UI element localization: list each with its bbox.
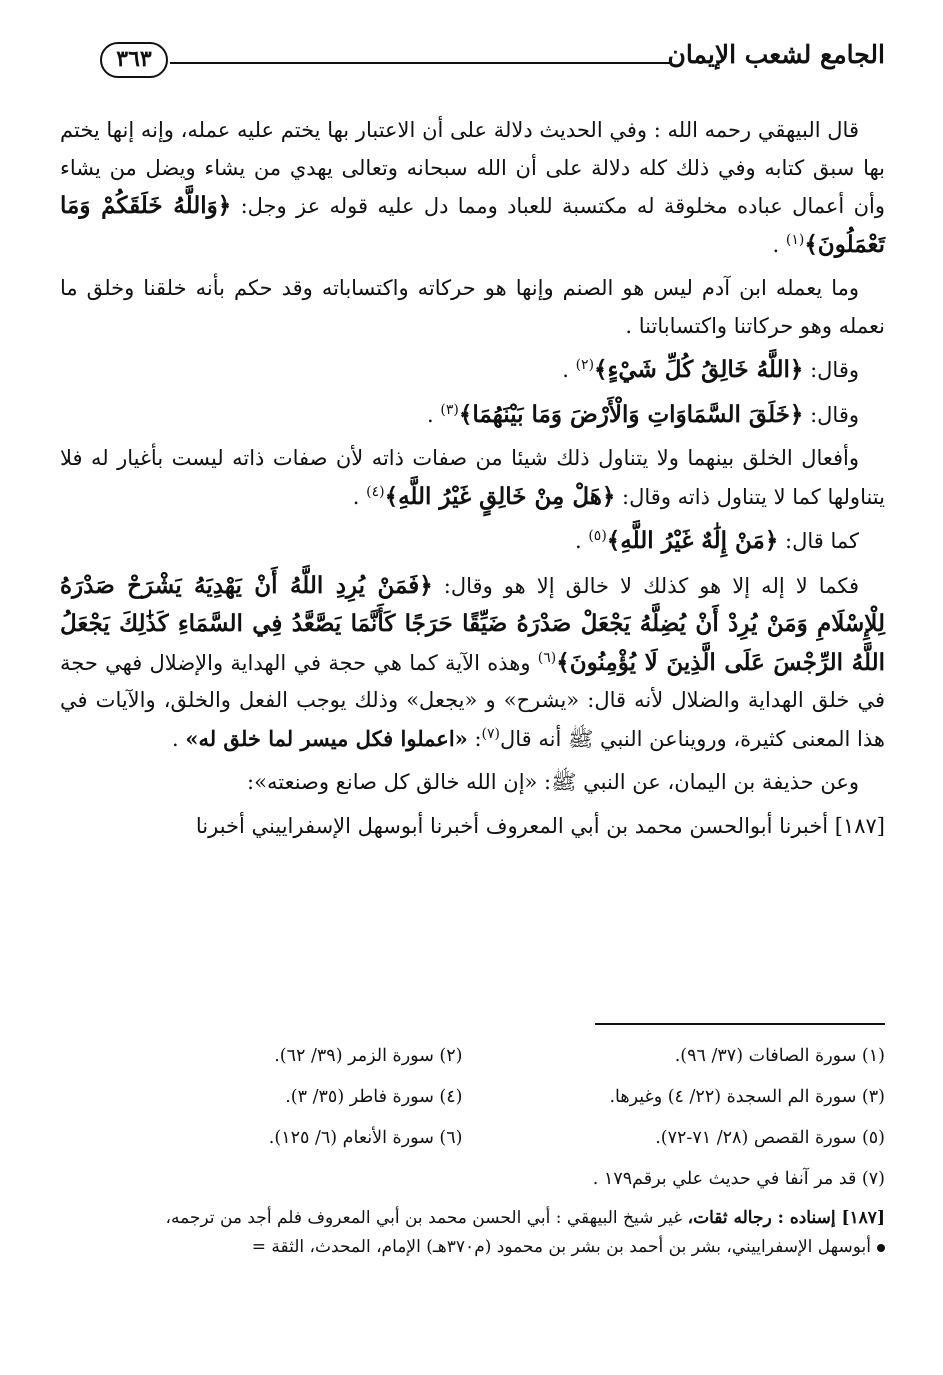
paragraph <box>60 396 885 435</box>
paragraph-text: وقال: <box>803 402 859 427</box>
paragraph <box>60 522 885 561</box>
footnote-grid <box>60 1036 885 1159</box>
narrator-line <box>60 1233 885 1262</box>
isnad-note <box>60 1204 885 1262</box>
punctuation: . <box>352 484 367 509</box>
quran-verse: ﴿مَنْ إِلَٰهٌ غَيْرُ اللَّهِ﴾ <box>606 527 779 554</box>
paragraph-text: فكما لا إله إلا هو كذلك لا خالق إلا هو وقال: <box>432 573 859 598</box>
paragraph <box>60 567 885 759</box>
quran-verse: ﴿هَلْ مِنْ خَالِقٍ غَيْرُ اللَّهِ﴾ <box>384 482 616 510</box>
paragraph-text: قال البيهقي رحمه الله : وفي الحديث دلالة على أن الاعتبار بها يختم عليه عمله، وإنه إنها يختم بها سبق كتابه وفي ذلك كله دلالة على أن الله سبحانه وتعالى يهدي من يشاء ويضل من يشاء وأن أعمال عباده مخلوقة له مكتسبة للعباد ومما دل عليه قوله عز وجل: <box>60 118 885 218</box>
paragraph-text: وهذه الآية كما هي حجة في الهداية والإضلال فهي حجة في خلق الهداية والضلال لأنه قال: «يشرح» و «يجعل» وذلك يوجب الفعل والخلق، والآيات في هذا المعنى كثيرة، ورويناعن النبي ﷺ أنه قال <box>60 650 885 751</box>
page-header <box>100 34 885 88</box>
page-number: ٣٦٣ <box>100 42 168 78</box>
paragraph-text: وعن حذيفة بن اليمان، عن النبي ﷺ: «إن الله خالق كل صانع وصنعته»: <box>247 770 859 794</box>
footnote-ref: (٧) <box>481 725 501 742</box>
quran-verse: ﴿خَلَقَ السَّمَاوَاتِ وَالْأَرْضَ وَمَا بَيْنَهُمَا﴾ <box>458 400 804 428</box>
isnad-line <box>60 1204 885 1233</box>
paragraph <box>60 808 885 846</box>
book-title: الجامع لشعب الإيمان <box>667 40 885 69</box>
header-rule <box>170 62 670 64</box>
footnote-7: (٧) قد مر آنفا في حديث علي برقم١٧٩ . <box>592 1169 885 1189</box>
bullet-icon <box>877 1244 885 1252</box>
paragraph-text: [١٨٧] أخبرنا أبوالحسن محمد بن أبي المعروف أخبرنا أبوسهل الإسفراييني أخبرنا <box>195 813 885 838</box>
punctuation: . <box>574 529 589 553</box>
narrator-text: أبوسهل الإسفراييني، بشر بن أحمد بن بشر بن محمود (م٣٧٠هـ) الإمام، المحدث، الثقة = <box>251 1237 871 1257</box>
punctuation: : <box>467 726 482 751</box>
footnote-ref: (٣) <box>440 401 459 418</box>
footnote-5: (٥) سورة القصص (٢٨/ ٧١-٧٢). <box>655 1128 885 1148</box>
paragraph <box>60 112 885 264</box>
paragraph <box>60 440 885 516</box>
paragraph <box>60 351 885 390</box>
paragraph <box>60 270 885 345</box>
footnote-4: (٤) سورة فاطر (٣٥/ ٣). <box>285 1087 463 1107</box>
footnote-ref: (٢) <box>575 357 595 373</box>
footnote-ref: (٥) <box>588 528 607 544</box>
footnote-ref: (٤) <box>366 483 385 500</box>
footnote-ref: (١) <box>785 231 805 248</box>
footnote-rule <box>595 1023 885 1025</box>
isnad-label: [١٨٧] إسناده : رجاله ثقات، <box>687 1208 885 1228</box>
punctuation: . <box>171 726 186 751</box>
punctuation: . <box>427 402 441 427</box>
footnote-3: (٣) سورة الم السجدة (٢٢/ ٤) وغيرها. <box>609 1087 885 1107</box>
paragraph-text: وما يعمله ابن آدم ليس هو الصنم وإنها هو حركاته واكتساباته وقد حكم بأنه خلقنا وخلق ما نعمله وهو حركاتنا واكتساباتنا . <box>60 276 885 338</box>
paragraph-text: كما قال: <box>778 529 859 553</box>
isnad-text: غير شيخ البيهقي : أبي الحسن محمد بن أبي المعروف فلم أجد من ترجمه، <box>165 1208 688 1228</box>
footnote-1: (١) سورة الصافات (٣٧/ ٩٦). <box>674 1046 885 1066</box>
footnotes <box>60 1036 885 1262</box>
punctuation: . <box>772 232 786 257</box>
paragraph <box>60 764 885 802</box>
quran-verse: ﴿فَمَنْ يُرِدِ اللَّهُ أَنْ يَهْدِيَهُ يَشْرَحْ صَدْرَهُ لِلْإِسْلَامِ وَمَنْ يُرِدْ أَنْ يُضِلَّهُ يَجْعَلْ صَدْرَهُ ضَيِّقًا حَرَجًا كَأَنَّمَا يَصَّعَّدُ فِي السَّمَاءِ كَذَٰلِكَ يَجْعَلُ اللَّهُ الرِّجْسَ عَلَى الَّذِينَ لَا يُؤْمِنُونَ﴾ <box>60 571 886 676</box>
footnote-2: (٢) سورة الزمر (٣٩/ ٦٢). <box>274 1046 463 1066</box>
main-text <box>60 112 885 851</box>
footnote-6: (٦) سورة الأنعام (٦/ ١٢٥). <box>268 1128 463 1148</box>
quran-verse: ﴿وَاللَّهُ خَلَقَكُمْ وَمَا تَعْمَلُونَ﴾ <box>60 192 885 258</box>
hadith-quote: «اعملوا فكل ميسر لما خلق له» <box>185 725 468 751</box>
paragraph-text: وقال: <box>803 358 859 382</box>
footnote-ref: (٦) <box>537 649 557 666</box>
quran-verse: ﴿اللَّهُ خَالِقُ كُلِّ شَيْءٍ﴾ <box>594 356 804 383</box>
punctuation: . <box>562 358 576 382</box>
paragraph-text: وأفعال الخلق بينهما ولا يتناول ذلك شيئا من صفات ذاته لأن صفات ذاته ليست بأغيار له فلا يتناولها كما لا يتناول ذاته وقال: <box>60 446 885 509</box>
